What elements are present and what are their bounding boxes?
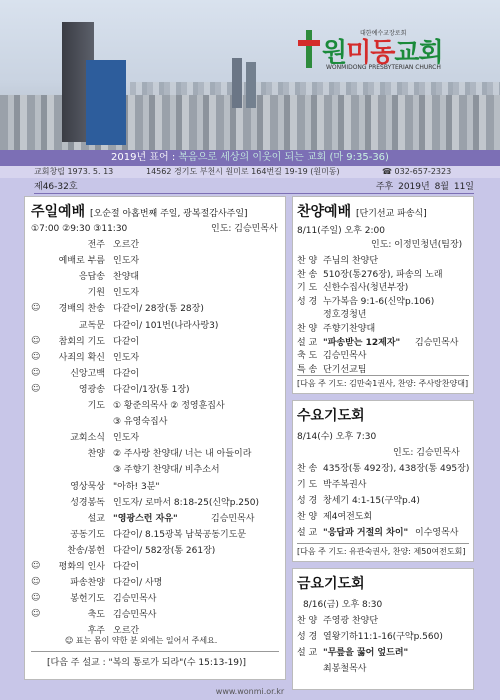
friday-prayer-panel xyxy=(292,568,474,690)
row-value: 정호경청년 xyxy=(323,310,367,321)
order-value: 인도자 xyxy=(113,433,140,444)
row-label: 설 교 xyxy=(297,648,318,658)
order-value: 인도자 xyxy=(113,256,140,267)
phone-number: ☎ 032-657-2323 xyxy=(382,167,452,176)
cross-icon xyxy=(298,30,320,68)
row-label: 찬 송 xyxy=(297,464,318,474)
founded-date: 교회창립 1973. 5. 13 xyxy=(34,167,114,176)
order-label: 신앙고백 xyxy=(70,368,105,379)
standing-mark-icon: ☺ xyxy=(31,593,41,604)
praise-worship-panel xyxy=(292,196,474,394)
order-value: ③ 주향기 찬양대/ 비추소서 xyxy=(113,465,220,476)
order-value: 다같이/ 28장(통 28장) xyxy=(113,304,204,315)
order-label: 공동기도 xyxy=(70,529,105,540)
order-label: 참회의 기도 xyxy=(58,336,105,347)
church-info-bar xyxy=(0,166,500,178)
wednesday-prayer-title: 수요기도회 xyxy=(297,408,365,424)
row-value: 최봉철목사 xyxy=(323,664,367,674)
row-label: 기 도 xyxy=(297,283,318,294)
order-label: 영광송 xyxy=(78,384,105,395)
row-value: 김승민목사 xyxy=(323,351,367,362)
distant-tower xyxy=(246,62,256,108)
logo-english-name: WONMIDONG PRESBYTERIAN CHURCH xyxy=(326,64,441,71)
wednesday-time: 8/14(수) 오후 7:30 xyxy=(297,432,377,442)
logo-church-name: 원미동교회 xyxy=(322,38,443,68)
order-value: 김승민목사 xyxy=(113,594,157,605)
standing-mark-icon: ☺ xyxy=(31,577,41,588)
order-value: 오르간 xyxy=(113,626,140,637)
order-value: 다같이/ 8.15광복 남북공동기도문 xyxy=(113,529,247,540)
order-label: 응답송 xyxy=(78,272,105,283)
order-value: 다같이 xyxy=(113,562,140,572)
row-value-extra: 이수영목사 xyxy=(415,528,459,538)
row-value: 제4여전도회 xyxy=(323,512,373,522)
order-value: 다같이 xyxy=(113,336,140,347)
row-value: 누가복음 9:1-6(신약p.106) xyxy=(323,296,435,307)
row-value: 단기선교팀 xyxy=(323,364,367,375)
row-value: 주영광 찬양단 xyxy=(323,616,379,626)
sunday-worship-panel xyxy=(24,196,286,680)
row-label: 설 교 xyxy=(297,528,318,538)
row-value: "응답과 거절의 차이" xyxy=(323,528,409,538)
order-label: 파송찬양 xyxy=(70,578,105,589)
wednesday-prayer-panel xyxy=(292,400,474,562)
sunday-worship-title: 주일예배 [오순절 아홉번째 주일, 광복절감사주일] xyxy=(31,204,248,220)
logo-denomination: 대한예수교장로회 xyxy=(360,30,407,37)
praise-next: [다음 주 기도: 김만숙1권사, 찬양: 주사랑찬양대] xyxy=(297,379,469,388)
order-label: 예배로 부름 xyxy=(58,256,105,267)
order-value: 다같이/ 582장(통 261장) xyxy=(113,545,216,556)
order-label: 교회소식 xyxy=(70,433,105,444)
bulletin-date: 주후 2019년 8월 11일 xyxy=(375,182,474,192)
order-label: 교독문 xyxy=(78,320,105,331)
order-label: 봉헌기도 xyxy=(70,594,105,605)
row-label: 찬 양 xyxy=(297,324,318,334)
motto-banner: 2019년 표어 : 복음으로 세상의 이웃이 되는 교회 (마 9:35-36) xyxy=(0,150,500,166)
order-value: "아하! 3분" xyxy=(113,481,160,492)
row-value: 박주복권사 xyxy=(323,480,367,490)
order-value: 인도자 xyxy=(113,352,140,363)
order-label: 경배의 찬송 xyxy=(58,304,105,315)
order-label: 축도 xyxy=(87,610,105,621)
standing-note: ☺ 표는 몸이 약한 분 외에는 일어서 주세요. xyxy=(65,636,218,645)
website-url: www.wonmi.or.kr xyxy=(215,687,285,696)
standing-mark-icon: ☺ xyxy=(31,335,41,346)
row-value: "파송받는 12제자" xyxy=(323,337,401,348)
order-value: 오르간 xyxy=(113,240,140,250)
row-value-extra: 김승민목사 xyxy=(415,337,459,348)
row-value: 주향기찬양대 xyxy=(323,324,376,334)
distant-tower xyxy=(232,58,242,108)
row-label: 기 도 xyxy=(297,480,318,490)
order-value: 다같이/1장(통 1장) xyxy=(113,384,190,395)
order-label: 기도 xyxy=(87,401,105,411)
standing-mark-icon: ☺ xyxy=(31,561,41,571)
order-value: "영광스런 자유" xyxy=(113,513,178,524)
order-label: 후주 xyxy=(87,626,105,637)
row-label: 성 경 xyxy=(297,296,318,307)
row-value: 510장(통276장), 파송의 노래 xyxy=(323,269,443,280)
row-label: 특 송 xyxy=(297,364,318,375)
row-value: 신한수집사(청년부장) xyxy=(323,283,409,294)
order-label: 사죄의 확신 xyxy=(58,352,105,363)
church-glass-facade xyxy=(86,60,126,145)
order-label: 찬송/봉헌 xyxy=(67,545,105,556)
standing-mark-icon: ☺ xyxy=(31,383,41,394)
friday-prayer-title: 금요기도회 xyxy=(297,576,365,592)
order-value: 다같이/ 사명 xyxy=(113,578,163,589)
order-value: 김승민목사 xyxy=(113,610,157,621)
row-label: 성 경 xyxy=(297,496,318,506)
wednesday-leader: 인도: 김승민목사 xyxy=(393,448,460,458)
service-leader: 인도: 김승민목사 xyxy=(211,224,278,234)
standing-mark-icon: ☺ xyxy=(31,367,41,378)
next-sermon: [다음 주 설교 : "복의 통로가 되라"(수 15:13-19)] xyxy=(47,658,247,668)
praise-time: 8/11(주일) 오후 2:00 xyxy=(297,226,385,236)
standing-mark-icon: ☺ xyxy=(31,303,41,314)
row-value: 주님의 찬양단 xyxy=(323,256,379,266)
row-label: 찬 양 xyxy=(297,616,318,626)
praise-leader: 인도: 이정민청년(팀장) xyxy=(371,240,463,250)
row-label: 축 도 xyxy=(297,351,318,362)
issue-bar xyxy=(34,180,474,194)
wednesday-next: [다음 주 기도: 유관숙권사, 찬양: 제50여전도회] xyxy=(297,547,466,556)
row-value: 435장(통 492장), 438장(통 495장) xyxy=(323,464,470,474)
row-label: 찬 송 xyxy=(297,269,318,280)
order-label: 설교 xyxy=(87,513,105,524)
order-label: 영상묵상 xyxy=(70,481,105,492)
praise-worship-title: 찬양예배 [단기선교 파송식] xyxy=(297,204,427,220)
row-value: 열왕기하11:1-16(구약p.560) xyxy=(323,632,443,642)
order-value: ② 주사랑 찬양대/ 너는 내 아들이라 xyxy=(113,449,252,460)
order-label: 찬양 xyxy=(87,449,105,460)
address: 14562 경기도 부천시 원미로 164번길 19-19 (원미동) xyxy=(146,167,340,176)
order-label: 평화의 인사 xyxy=(58,562,105,572)
order-label: 성경봉독 xyxy=(70,497,105,508)
row-value: "무릎을 꿇어 엎드려" xyxy=(323,648,409,658)
order-value: ① 황준의목사 ② 정영훈집사 xyxy=(113,401,225,411)
order-value: ③ 유영숙집사 xyxy=(113,417,168,428)
order-label: 전주 xyxy=(87,240,105,250)
order-value: 찬양대 xyxy=(113,272,140,283)
order-value: 다같이 xyxy=(113,368,140,379)
row-label: 성 경 xyxy=(297,632,318,642)
issue-number: 제46-32호 xyxy=(34,182,78,192)
order-value-extra: 김승민목사 xyxy=(211,513,255,524)
friday-time: 8/16(금) 오후 8:30 xyxy=(303,600,383,610)
order-value: 인도자/ 로마서 8:18-25(신약p.250) xyxy=(113,497,259,508)
row-label: 설 교 xyxy=(297,337,318,348)
row-label: 찬 양 xyxy=(297,256,318,266)
header-photo xyxy=(0,0,500,150)
order-value: 인도자 xyxy=(113,288,140,299)
standing-mark-icon: ☺ xyxy=(31,351,41,362)
order-value: 다같이/ 101번(나라사랑3) xyxy=(113,320,219,331)
row-label: 찬 양 xyxy=(297,512,318,522)
service-times: ①7:00 ②9:30 ③11:30 xyxy=(31,224,128,234)
row-value: 창세기 4:1-15(구약p.4) xyxy=(323,496,420,506)
church-logo xyxy=(298,28,488,72)
order-label: 기원 xyxy=(87,288,105,299)
standing-mark-icon: ☺ xyxy=(31,609,41,620)
